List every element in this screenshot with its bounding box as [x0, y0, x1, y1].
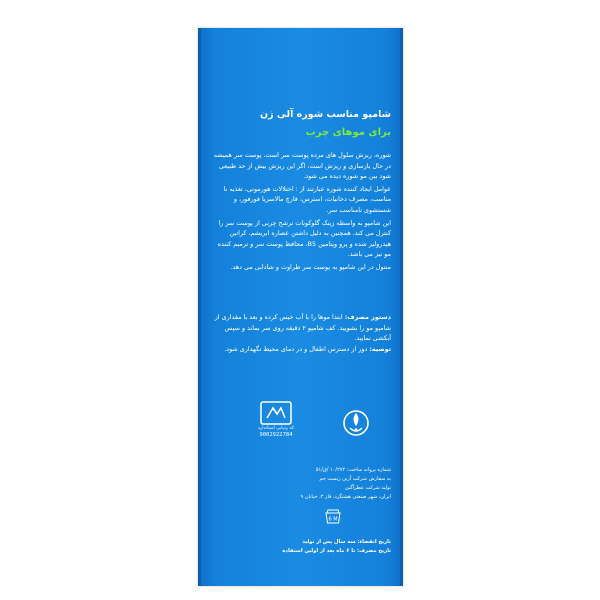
health-ministry-logo [338, 406, 374, 444]
product-title: شامپو مناسب شوره آلی ژن [260, 109, 391, 120]
warning-text: دور از دسترس اطفال و در دمای محیط نگهداری شود. [224, 344, 368, 353]
product-subtitle: برای موهای چرب [305, 127, 391, 138]
standard-mark [242, 400, 310, 439]
box-left-edge [198, 28, 201, 586]
jar-pao-icon [324, 508, 342, 524]
manufacturer-info [210, 466, 391, 502]
produced-by: تولید شرکت عطرآگین [345, 485, 391, 491]
pao-label: 6 M [328, 516, 338, 523]
description [210, 150, 391, 275]
warning-label: توصیه: [369, 344, 391, 353]
expiry-date: تاریخ انقضاء: سه سال پس از تولید [302, 539, 391, 545]
paragraph-benefits: این شامپو به واسطه زینک گلوکونات ترشح چربی از پوست سر را کنترل می کند، همچنین به دلیل داشتن عصاره ابریشم، کراتین هیدرولیز شده و پرو ویتامین B5، محافظ پوست سر و ترمیم کننده مو نیز می باشد. [217, 218, 391, 259]
period-after-opening: تاریخ مصرف: تا ۶ ماه بعد از اولین استفاده [282, 548, 391, 554]
shampoo-box [198, 28, 403, 586]
paragraph-causes: عوامل ایجاد کننده شوره عبارتند از : اختلالات هورمونی، تغذیه نا مناسب، مصرف دخانیات، استرس، قارچ مالاسزیا فورفور، و شستشوی نامناسب سر. [223, 184, 391, 214]
paragraph-menthol: منتول در این شامپو به پوست سر طراوت و شادابی می دهد. [230, 262, 391, 271]
health-emblem-icon [341, 406, 371, 440]
usage-text: ابتدا موها را با آب خیس کرده و بعد با مقداری از شامپو مو را بشویید. کف شامپو ۲ دقیقه روی سر بماند و سپس آبکشی نمایید. [214, 313, 391, 343]
standard-logo-icon [259, 400, 293, 426]
standard-code: 9002922784 [259, 432, 293, 438]
usage-instructions [210, 312, 391, 344]
license-number: شماره پروانه ساخت: ۱۰/۲۷۲ /ق/۵۱ [315, 467, 391, 473]
address: ایران، شهر صنعتی هشتگرد، فاز ۲، خیابان ۹ [300, 494, 391, 500]
usage-section [210, 312, 391, 354]
usage-label: دستور مصرف: [344, 313, 391, 321]
dates [210, 538, 391, 556]
warning [210, 344, 391, 355]
standard-caption: کد ردیابی استاندارد [258, 426, 294, 431]
logos-row [198, 400, 403, 460]
ordered-by: به سفارش شرکت آرین زیست جم [319, 476, 391, 482]
paragraph-dandruff: شوره، ریزش سلول های مرده پوست سر است، پوست سر همیشه در حال بازسازی و ریزش است، اگر این ریزش بیش از حد طبیعی شود بین مو شوره دیده می شود. [213, 151, 391, 181]
box-right-edge [400, 28, 403, 586]
